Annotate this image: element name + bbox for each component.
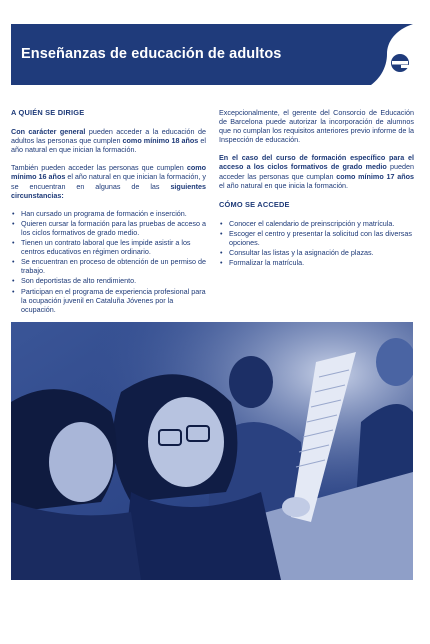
list-item: • Formalizar la matrícula. bbox=[219, 258, 414, 267]
bold-text: siguientes circunstancias: bbox=[11, 181, 206, 200]
list-item: • Tienen un contrato laboral que les impide asistir a los centros educativos en régimen ordinario. bbox=[11, 238, 206, 256]
list-item: • Consultar las listas y la asignación de plazas. bbox=[219, 248, 414, 257]
body-text: el año natural en que inicia la formación. bbox=[219, 180, 349, 190]
photo-illustration bbox=[11, 322, 413, 580]
bold-text: como mínimo 18 años bbox=[122, 136, 199, 146]
bold-text: En el caso del curso de formación específico para el acceso a los ciclos formativos de grado medio bbox=[219, 153, 414, 172]
list-item: • Conocer el calendario de preinscripción y matrícula. bbox=[219, 219, 414, 228]
list-item: • Se encuentran en proceso de obtención de un permiso de trabajo. bbox=[11, 257, 206, 275]
consorci-e-logo-icon bbox=[357, 24, 413, 85]
specific-course-paragraph bbox=[219, 153, 414, 189]
header-banner bbox=[11, 24, 413, 85]
list-item: • Han cursado un programa de formación e inserción. bbox=[11, 209, 206, 218]
list-item: • Son deportistas de alto rendimiento. bbox=[11, 276, 206, 285]
body-text: pueden acceder las personas que cumplan bbox=[219, 162, 414, 181]
circumstances-paragraph bbox=[11, 163, 206, 199]
classroom-photo bbox=[11, 322, 413, 580]
page-title: Enseñanzas de educación de adultos bbox=[21, 46, 282, 62]
left-column bbox=[11, 108, 206, 315]
bold-text: como mínimo 16 años bbox=[11, 163, 206, 182]
body-text: pueden acceder a la educación de adultos las personas que cumplen bbox=[11, 127, 206, 146]
list-item: • Participan en el programa de experiencia profesional para la ocupación juvenil en Cataluña Jóvenes por la ocupación. bbox=[11, 287, 206, 314]
access-steps-list bbox=[219, 219, 414, 267]
section-heading-access: CÓMO SE ACCEDE bbox=[219, 199, 290, 209]
circumstances-list bbox=[11, 209, 206, 314]
body-text: el año natural en que inician la formación, y se encuentran en algunas de las bbox=[11, 172, 206, 191]
bold-text: Con carácter general bbox=[11, 127, 86, 137]
body-text: el año natural en que inician la formación. bbox=[11, 136, 206, 155]
section-heading-who: A QUIÉN SE DIRIGE bbox=[11, 108, 85, 117]
list-item: • Escoger el centro y presentar la solicitud con las diversas opciones. bbox=[219, 229, 414, 247]
general-eligibility-paragraph bbox=[11, 127, 206, 154]
bold-text: como mínimo 17 años bbox=[336, 171, 414, 181]
list-item: • Quieren cursar la formación para las pruebas de acceso a los ciclos formativos de grado medio. bbox=[11, 219, 206, 237]
right-column bbox=[219, 108, 414, 268]
body-text: También pueden acceder las personas que cumplen bbox=[11, 163, 187, 173]
exception-paragraph: Excepcionalmente, el gerente del Consorcio de Educación de Barcelona puede autorizar la incorporación de alumnos que no cumplan los requisitos anteriores previo informe de la Inspección de educación. bbox=[219, 108, 414, 145]
